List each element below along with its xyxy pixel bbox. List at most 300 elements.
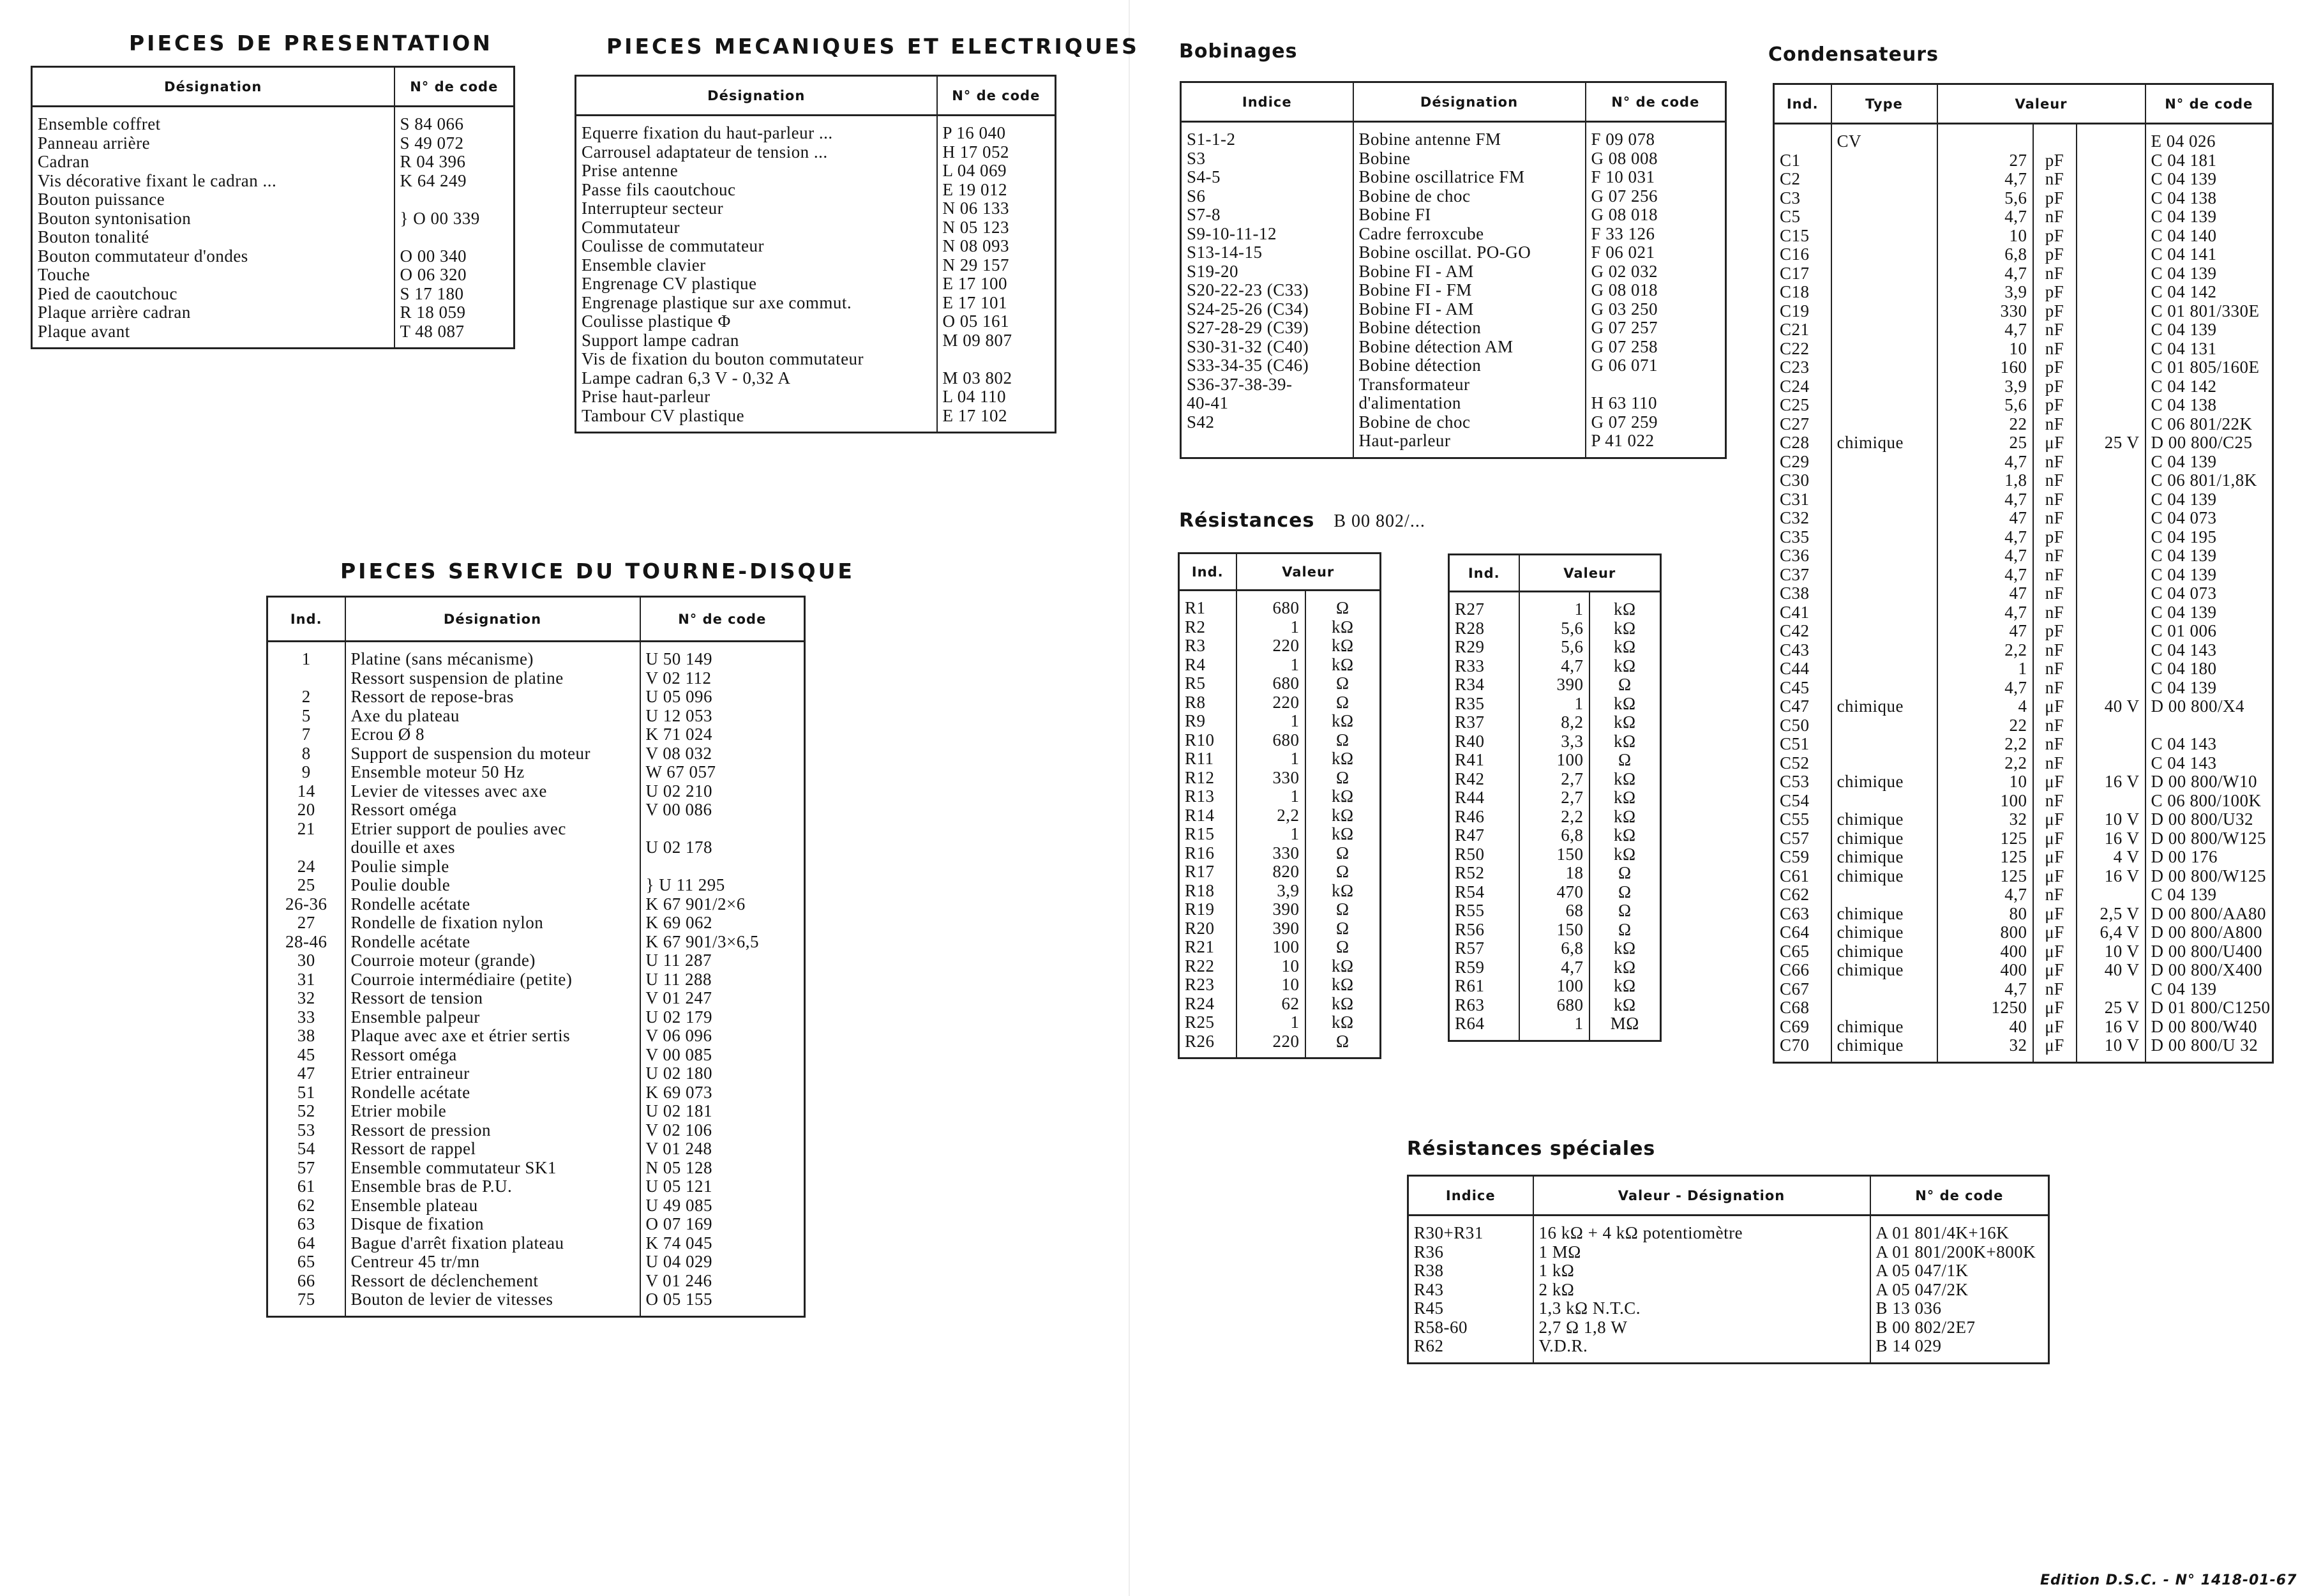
cell: 4,7 xyxy=(1937,320,2033,340)
cell: 680 xyxy=(1236,674,1305,693)
cell: 47 xyxy=(1937,509,2033,528)
table-row xyxy=(1774,566,2273,585)
cell: D 00 176 xyxy=(2145,848,2273,867)
condensateurs-title: Condensateurs xyxy=(1768,43,1939,66)
cell: R52 xyxy=(1455,864,1485,882)
cell: 4,7 xyxy=(1519,958,1589,977)
table-row xyxy=(1449,958,1661,977)
cell: 100 xyxy=(1519,751,1589,770)
cell: R29 xyxy=(1455,638,1485,656)
cell: nF xyxy=(2033,264,2077,283)
cell: D 00 800/U400 xyxy=(2145,942,2273,961)
cell: 2,7 Ω 1,8 W xyxy=(1533,1318,1870,1337)
cell: U 02 180 xyxy=(640,1064,805,1083)
cell xyxy=(2145,716,2273,735)
cell: μF xyxy=(2033,961,2077,980)
cell: kΩ xyxy=(1589,732,1661,751)
cell xyxy=(1831,716,1937,735)
cell: Bobine xyxy=(1353,149,1586,169)
cell: kΩ xyxy=(1305,825,1381,844)
cell: 1 xyxy=(1236,712,1305,731)
cell: 2,2 xyxy=(1937,735,2033,754)
table-row xyxy=(1449,996,1661,1015)
cell: Equerre fixation du haut-parleur ... xyxy=(582,123,833,142)
cell: G 02 032 xyxy=(1586,262,1726,282)
cell: E 04 026 xyxy=(2145,124,2273,151)
cell: Ω xyxy=(1589,921,1661,940)
cell: G 06 071 xyxy=(1586,356,1726,375)
cell: nF xyxy=(2033,471,2077,490)
cell: Coulisse plastique Φ xyxy=(582,312,731,331)
cell: pF xyxy=(2033,358,2077,377)
cell: 5,6 xyxy=(1937,189,2033,208)
cell: S42 xyxy=(1187,412,1215,432)
table-row xyxy=(1179,882,1381,901)
table-row xyxy=(1449,713,1661,732)
cell: Panneau arrière xyxy=(38,133,151,153)
cell: kΩ xyxy=(1305,882,1381,901)
cell: 4 xyxy=(1937,697,2033,716)
cell: C38 xyxy=(1780,584,1810,603)
cell: V 02 106 xyxy=(640,1121,805,1140)
cell: 40-41 xyxy=(1187,394,1229,412)
cell: V 00 085 xyxy=(640,1046,805,1065)
table-row xyxy=(1774,961,2273,980)
cell xyxy=(2077,622,2145,641)
cell: G 07 259 xyxy=(1586,413,1726,432)
cell: 24 xyxy=(297,857,315,876)
cell xyxy=(395,228,515,247)
cell xyxy=(1831,151,1937,170)
cell: D 00 800/W10 xyxy=(2145,772,2273,792)
cell: chimique xyxy=(1831,867,1937,886)
cell xyxy=(2077,641,2145,660)
cell: 18 xyxy=(1519,864,1589,883)
cell: S3 xyxy=(1187,149,1206,168)
cell: 150 xyxy=(1519,845,1589,864)
tourne-disque-table xyxy=(266,596,806,1318)
cell: 4,7 xyxy=(1937,679,2033,698)
cell: U 02 179 xyxy=(640,1008,805,1027)
cell: Poulie simple xyxy=(345,857,640,877)
cell xyxy=(1831,340,1937,359)
cell xyxy=(2077,264,2145,283)
cell: 1 xyxy=(1236,787,1305,806)
cell: L 04 069 xyxy=(937,162,1056,181)
cell: kΩ xyxy=(1305,749,1381,769)
cell xyxy=(1831,998,1937,1018)
cell: pF xyxy=(2033,302,2077,321)
cell: 1,8 xyxy=(1937,471,2033,490)
cell: kΩ xyxy=(1305,1013,1381,1032)
table-row xyxy=(1181,338,1726,357)
cell: Bobine FI - AM xyxy=(1353,262,1586,282)
cell: C61 xyxy=(1780,866,1810,885)
cell: O 00 340 xyxy=(395,247,515,266)
cell: Ensemble clavier xyxy=(582,255,706,275)
cell: F 09 078 xyxy=(1586,122,1726,149)
cell: 51 xyxy=(297,1083,315,1102)
cell xyxy=(1831,453,1937,472)
cell: 80 xyxy=(1937,905,2033,924)
cell: 57 xyxy=(297,1158,315,1177)
table-row xyxy=(576,116,1056,143)
cell: A 01 801/4K+16K xyxy=(1870,1216,2049,1243)
table-row xyxy=(1179,674,1381,693)
cell: Ensemble palpeur xyxy=(345,1008,640,1027)
table-row xyxy=(1408,1243,2049,1262)
cell: 32 xyxy=(297,989,315,1007)
cell: R 04 396 xyxy=(395,153,515,172)
cell: D 00 800/W40 xyxy=(2145,1018,2273,1037)
table-row xyxy=(1408,1337,2049,1363)
cell: A 05 047/2K xyxy=(1870,1281,2049,1300)
cell: douille et axes xyxy=(345,838,640,857)
cell: chimique xyxy=(1831,829,1937,848)
cell: μF xyxy=(2033,867,2077,886)
cell: N 08 093 xyxy=(937,237,1056,256)
col-ind: Ind. xyxy=(1774,84,1831,124)
cell: 680 xyxy=(1236,591,1305,618)
table-row xyxy=(32,322,515,349)
cell: μF xyxy=(2033,998,2077,1018)
cell: Ω xyxy=(1305,900,1381,919)
table-row xyxy=(1774,1018,2273,1037)
cell: C 04 142 xyxy=(2145,377,2273,396)
table-row xyxy=(32,107,515,134)
cell: C5 xyxy=(1780,207,1801,226)
table-row xyxy=(1449,788,1661,808)
cell: C 04 195 xyxy=(2145,528,2273,547)
cell: C69 xyxy=(1780,1017,1810,1036)
cell: R26 xyxy=(1185,1032,1215,1051)
mecaniques-table xyxy=(575,75,1056,433)
table-row xyxy=(267,1046,805,1065)
cell: 470 xyxy=(1519,883,1589,902)
table-row xyxy=(1449,864,1661,883)
cell: kΩ xyxy=(1305,618,1381,637)
cell: C57 xyxy=(1780,829,1810,848)
cell: N 29 157 xyxy=(937,256,1056,275)
table-row xyxy=(1181,281,1726,300)
cell: Etrier support de poulies avec xyxy=(345,820,640,839)
cell: C 04 139 xyxy=(2145,980,2273,999)
cell xyxy=(2077,377,2145,396)
cell: 14 xyxy=(297,781,315,801)
cell: 2 kΩ xyxy=(1533,1281,1870,1300)
cell: 2,2 xyxy=(1519,808,1589,827)
table-row xyxy=(576,199,1056,218)
cell: 1 xyxy=(1236,618,1305,637)
cell: 62 xyxy=(297,1196,315,1215)
table-row xyxy=(1774,810,2273,829)
cell: Bobine détection AM xyxy=(1353,338,1586,357)
cell xyxy=(1831,641,1937,660)
cell xyxy=(1831,396,1937,415)
cell: 1 xyxy=(1236,749,1305,769)
cell: Ω xyxy=(1305,731,1381,750)
cell: μF xyxy=(2033,1036,2077,1062)
cell: 1 xyxy=(1236,1013,1305,1032)
cell xyxy=(1831,302,1937,321)
cell: W 67 057 xyxy=(640,763,805,782)
cell: kΩ xyxy=(1589,657,1661,676)
table-row xyxy=(1774,207,2273,227)
cell: μF xyxy=(2033,772,2077,792)
cell: Tambour CV plastique xyxy=(582,406,745,425)
table-row xyxy=(1774,716,2273,735)
table-row xyxy=(1179,825,1381,844)
cell: chimique xyxy=(1831,1018,1937,1037)
cell xyxy=(2077,151,2145,170)
cell: R63 xyxy=(1455,995,1485,1014)
cell: U 02 178 xyxy=(640,838,805,857)
table-row xyxy=(1774,905,2273,924)
table-row xyxy=(1181,187,1726,206)
cell: C 04 143 xyxy=(2145,641,2273,660)
cell: nF xyxy=(2033,415,2077,434)
cell: 10 V xyxy=(2077,942,2145,961)
table-row xyxy=(267,1121,805,1140)
cell: 100 xyxy=(1519,977,1589,996)
cell: Disque de fixation xyxy=(345,1215,640,1234)
cell xyxy=(2077,124,2145,151)
cell: nF xyxy=(2033,490,2077,509)
cell: G 03 250 xyxy=(1586,300,1726,319)
cell: kΩ xyxy=(1589,638,1661,657)
table-row xyxy=(1449,883,1661,902)
col-code: N° de code xyxy=(395,67,515,107)
table-row xyxy=(267,895,805,914)
cell xyxy=(2077,189,2145,208)
cell: 10 xyxy=(1236,975,1305,995)
cell: 4,7 xyxy=(1937,453,2033,472)
table-row xyxy=(267,1253,805,1272)
table-row xyxy=(1774,509,2273,528)
table-row xyxy=(1449,675,1661,695)
table-row xyxy=(1449,695,1661,714)
table-row xyxy=(267,744,805,764)
cell: T 48 087 xyxy=(395,322,515,349)
cell: 40 V xyxy=(2077,697,2145,716)
table-row xyxy=(1774,848,2273,867)
cell: Support de suspension du moteur xyxy=(345,744,640,764)
table-row xyxy=(1181,149,1726,169)
table-row xyxy=(267,1272,805,1291)
cell: Bague d'arrêt fixation plateau xyxy=(345,1234,640,1253)
cell: D 00 800/C25 xyxy=(2145,433,2273,453)
cell: 3,3 xyxy=(1519,732,1589,751)
cell: 800 xyxy=(1937,923,2033,942)
cell: 125 xyxy=(1937,867,2033,886)
cell: C65 xyxy=(1780,942,1810,961)
cell: 21 xyxy=(297,819,315,838)
cell: 5,6 xyxy=(1519,619,1589,638)
table-row xyxy=(576,218,1056,237)
cell: K 71 024 xyxy=(640,725,805,744)
cell: Bobine détection xyxy=(1353,356,1586,375)
cell: C22 xyxy=(1780,339,1810,358)
cell: } U 11 295 xyxy=(640,876,805,895)
cell: R14 xyxy=(1185,806,1215,825)
cell: 100 xyxy=(1937,792,2033,811)
table-row xyxy=(32,285,515,304)
cell: 54 xyxy=(297,1140,315,1158)
cell: nF xyxy=(2033,566,2077,585)
cell: C 04 139 xyxy=(2145,453,2273,472)
cell xyxy=(1831,792,1937,811)
cell: S1-1-2 xyxy=(1187,130,1236,149)
table-row xyxy=(1774,358,2273,377)
cell: C 04 139 xyxy=(2145,546,2273,566)
table-row xyxy=(267,1196,805,1216)
cell: C50 xyxy=(1780,716,1810,735)
table-row xyxy=(576,275,1056,294)
cell: C53 xyxy=(1780,772,1810,791)
cell xyxy=(2077,735,2145,754)
cell xyxy=(2077,546,2145,566)
cell: R57 xyxy=(1455,939,1485,958)
cell: C29 xyxy=(1780,452,1810,471)
cell: A 01 801/200K+800K xyxy=(1870,1243,2049,1262)
cell: Ω xyxy=(1305,862,1381,882)
edition-footer: Edition D.S.C. - N° 1418-01-67 xyxy=(2040,1572,2297,1588)
cell: 220 xyxy=(1236,636,1305,656)
cell: Commutateur xyxy=(582,218,680,237)
cell: Cadre ferroxcube xyxy=(1353,225,1586,244)
cell: kΩ xyxy=(1589,788,1661,808)
cell: Bobine oscillatrice FM xyxy=(1353,168,1586,187)
cell: R41 xyxy=(1455,751,1485,769)
table-row xyxy=(576,407,1056,433)
table-row xyxy=(1449,808,1661,827)
table-row xyxy=(1774,453,2273,472)
table-row xyxy=(1408,1318,2049,1337)
cell: 32 xyxy=(1937,810,2033,829)
cell xyxy=(2077,320,2145,340)
table-row xyxy=(1774,490,2273,509)
cell: 52 xyxy=(297,1102,315,1120)
cell: 6,8 xyxy=(1519,939,1589,958)
cell: S 84 066 xyxy=(395,107,515,134)
cell xyxy=(2077,207,2145,227)
cell: G 07 257 xyxy=(1586,319,1726,338)
cell: 1 kΩ xyxy=(1533,1261,1870,1281)
table-row xyxy=(1179,844,1381,863)
cell: 1250 xyxy=(1937,998,2033,1018)
cell: R24 xyxy=(1185,994,1215,1013)
table-row xyxy=(267,707,805,726)
col-type: Type xyxy=(1831,84,1937,124)
cell: Plaque avec axe et étrier sertis xyxy=(345,1027,640,1046)
cell: Vis décorative fixant le cadran ... xyxy=(38,171,277,190)
cell: 10 xyxy=(1937,340,2033,359)
cell: Bouton de levier de vitesses xyxy=(345,1290,640,1316)
cell: C44 xyxy=(1780,659,1810,678)
table-row xyxy=(1449,619,1661,638)
table-row xyxy=(1179,1032,1381,1058)
cell: 3,9 xyxy=(1236,882,1305,901)
cell: R8 xyxy=(1185,693,1206,712)
cell: H 63 110 xyxy=(1586,394,1726,413)
table-row xyxy=(1408,1261,2049,1281)
cell: R27 xyxy=(1455,599,1485,619)
table-row xyxy=(1181,243,1726,262)
cell xyxy=(1831,509,1937,528)
table-row xyxy=(1774,697,2273,716)
cell: C18 xyxy=(1780,283,1810,301)
cell: μF xyxy=(2033,923,2077,942)
cell: 31 xyxy=(297,970,315,989)
cell: D 00 800/A800 xyxy=(2145,923,2273,942)
table-row xyxy=(267,933,805,952)
cell: chimique xyxy=(1831,923,1937,942)
cell: 400 xyxy=(1937,942,2033,961)
cell: C23 xyxy=(1780,358,1810,377)
table-row xyxy=(1181,413,1726,432)
cell: K 67 901/3×6,5 xyxy=(640,933,805,952)
cell xyxy=(1831,980,1937,999)
cell: kΩ xyxy=(1589,996,1661,1015)
mecaniques-title: PIECES MECANIQUES ET ELECTRIQUES xyxy=(606,34,1139,59)
cell: pF xyxy=(2033,396,2077,415)
cell: 32 xyxy=(1937,1036,2033,1062)
cell xyxy=(267,669,345,688)
resistances-title xyxy=(1179,509,1425,532)
cell: N 05 123 xyxy=(937,218,1056,237)
cell: Ω xyxy=(1305,1032,1381,1058)
table-row xyxy=(1179,693,1381,712)
cell: 1,3 kΩ N.T.C. xyxy=(1533,1299,1870,1318)
cell: 1 xyxy=(1519,592,1589,619)
cell: O 06 320 xyxy=(395,266,515,285)
presentation-title: PIECES DE PRESENTATION xyxy=(129,31,493,56)
cell: K 74 045 xyxy=(640,1234,805,1253)
table-row xyxy=(1179,862,1381,882)
cell: Ω xyxy=(1305,674,1381,693)
cell: C66 xyxy=(1780,961,1810,979)
cell: N 05 128 xyxy=(640,1159,805,1178)
cell: Touche xyxy=(38,266,91,284)
cell: C 04 180 xyxy=(2145,659,2273,679)
cell: 6,4 V xyxy=(2077,923,2145,942)
cell: Cadran xyxy=(38,153,89,171)
cell: 53 xyxy=(297,1120,315,1140)
cell: 1 xyxy=(1236,825,1305,844)
cell: C24 xyxy=(1780,377,1810,396)
cell: G 08 018 xyxy=(1586,206,1726,225)
cell: C51 xyxy=(1780,735,1810,753)
cell: nF xyxy=(2033,792,2077,811)
table-row xyxy=(1179,749,1381,769)
table-row xyxy=(1408,1299,2049,1318)
cell: R12 xyxy=(1185,768,1215,787)
resistances-table-left xyxy=(1178,552,1381,1059)
cell: Ressort de déclenchement xyxy=(345,1272,640,1291)
cell: kΩ xyxy=(1305,787,1381,806)
cell: 220 xyxy=(1236,693,1305,712)
cell: Ω xyxy=(1305,919,1381,938)
cell: O 05 155 xyxy=(640,1290,805,1316)
cell: Bobine antenne FM xyxy=(1353,122,1586,149)
table-row xyxy=(1774,772,2273,792)
cell: Ensemble coffret xyxy=(38,114,161,133)
cell: R40 xyxy=(1455,732,1485,751)
table-row xyxy=(1449,826,1661,845)
col-valeur: Valeur xyxy=(1519,555,1661,592)
cell: kΩ xyxy=(1589,808,1661,827)
cell: 1 xyxy=(1519,1014,1589,1041)
